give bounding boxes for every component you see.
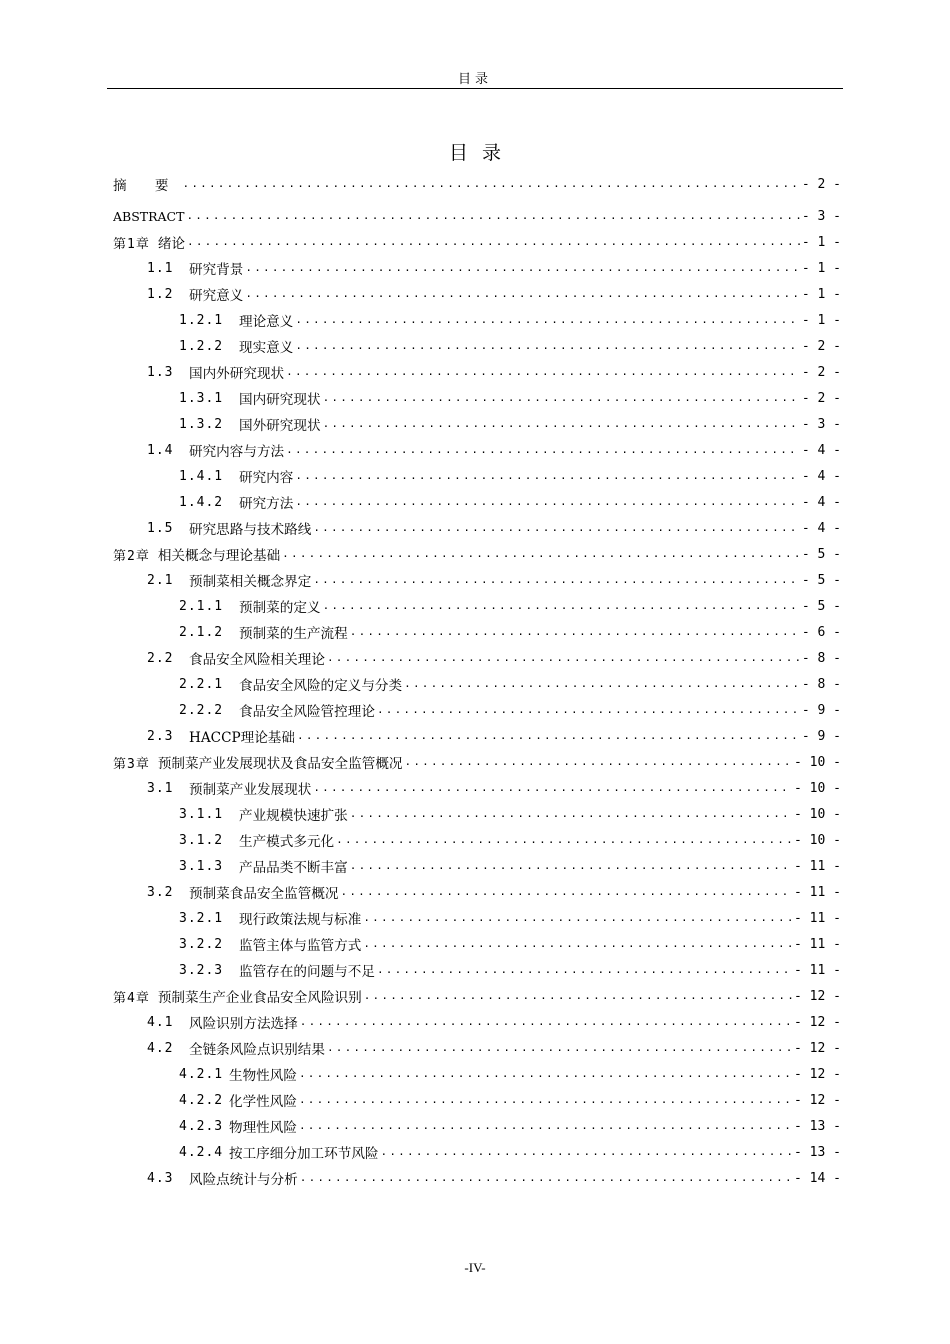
toc-entry[interactable] xyxy=(113,1113,841,1139)
toc-entry-number: 4.3 xyxy=(147,1170,174,1186)
toc-entry[interactable] xyxy=(113,385,841,411)
toc-entry-page: - 14 - xyxy=(794,1170,841,1186)
toc-entry-number: 1.5 xyxy=(147,520,174,536)
toc-entry-number: 1.2 xyxy=(147,286,174,302)
toc-entry-title: 食品安全风险相关理论 xyxy=(189,652,325,668)
toc-entry-page: - 4 - xyxy=(801,442,841,458)
toc-entry-title: 国内外研究现状 xyxy=(189,366,285,382)
toc-entry-page: - 4 - xyxy=(801,468,841,484)
dot-leader xyxy=(299,1092,792,1108)
toc-entry-title: 相关概念与理论基础 xyxy=(157,548,281,564)
dot-leader xyxy=(300,1170,792,1186)
toc-entry[interactable] xyxy=(113,1139,841,1165)
running-header: 目录 xyxy=(457,72,492,87)
toc-entry[interactable] xyxy=(113,489,841,515)
toc-entry-number: 3.2.1 xyxy=(179,910,224,926)
toc-entry-page: - 9 - xyxy=(801,702,841,718)
toc-entry[interactable] xyxy=(113,775,841,801)
toc-entry-page: - 10 - xyxy=(794,780,841,796)
toc-entry-page: - 5 - xyxy=(801,598,841,614)
toc-entry-title: 产品品类不断丰富 xyxy=(239,860,348,876)
toc-entry-number: 第1章 xyxy=(113,236,150,252)
toc-entry[interactable] xyxy=(113,171,841,197)
toc-entry-number: 3.2 xyxy=(147,884,174,900)
dot-leader xyxy=(405,754,793,770)
toc-entry-page: - 11 - xyxy=(794,858,841,874)
toc-entry-page: - 4 - xyxy=(801,494,841,510)
toc-entry-page: - 12 - xyxy=(794,1066,841,1082)
toc-entry-page: - 2 - xyxy=(801,176,841,192)
dot-leader xyxy=(350,806,792,822)
toc-entry-page: - 3 - xyxy=(801,208,841,224)
toc-entry-title: 预制菜产业发展现状 xyxy=(189,782,312,798)
toc-entry-page: - 13 - xyxy=(794,1144,841,1160)
toc-entry[interactable] xyxy=(113,567,841,593)
toc-entry-page: - 12 - xyxy=(794,1092,841,1108)
toc-entry-page: - 1 - xyxy=(801,286,841,302)
toc-entry-title: 物理性风险 xyxy=(229,1120,297,1136)
dot-leader xyxy=(350,624,800,640)
toc-entry-title: 研究内容 xyxy=(239,470,294,486)
dot-leader xyxy=(282,546,800,562)
dot-leader xyxy=(377,702,800,718)
toc-entry-title: 预制菜的定义 xyxy=(239,600,321,616)
toc-entry[interactable] xyxy=(113,541,841,567)
toc-entry[interactable] xyxy=(113,905,841,931)
toc-entry-number: 3.2.3 xyxy=(179,962,224,978)
toc-entry-page: - 10 - xyxy=(794,806,841,822)
dot-leader xyxy=(323,390,800,406)
header-rule xyxy=(107,88,843,89)
toc-entry-number: 4.2.2 xyxy=(179,1092,224,1108)
toc-entry-page: - 10 - xyxy=(794,754,841,770)
toc-entry[interactable] xyxy=(113,931,841,957)
toc-entry[interactable] xyxy=(113,333,841,359)
toc-entry[interactable] xyxy=(113,1165,841,1191)
dot-leader xyxy=(295,338,799,354)
dot-leader xyxy=(245,260,799,276)
toc-entry-page: - 11 - xyxy=(794,936,841,952)
toc-entry-title: 预制菜的生产流程 xyxy=(239,626,348,642)
toc-entry[interactable] xyxy=(113,1035,841,1061)
toc-entry-number: 2.1.1 xyxy=(179,598,224,614)
dot-leader xyxy=(404,676,800,692)
toc-entry[interactable] xyxy=(113,1009,841,1035)
toc-entry-title: 国内研究现状 xyxy=(239,392,321,408)
toc-entry-title: 研究内容与方法 xyxy=(189,444,285,460)
toc-entry[interactable] xyxy=(113,307,841,333)
dot-leader xyxy=(341,884,793,900)
dot-leader xyxy=(295,468,799,484)
toc-entry-number: 4.2 xyxy=(147,1040,174,1056)
toc-entry-page: - 11 - xyxy=(794,884,841,900)
toc-entry[interactable] xyxy=(113,255,841,281)
toc-entry-title: 产业规模快速扩张 xyxy=(239,808,348,824)
toc-title-char: 录 xyxy=(482,142,502,164)
dot-leader xyxy=(245,286,799,302)
toc-entry-title: 监管存在的问题与不足 xyxy=(239,964,375,980)
toc-entry[interactable] xyxy=(113,281,841,307)
dot-leader xyxy=(297,728,800,744)
toc-entry-page: - 5 - xyxy=(801,572,841,588)
toc-entry-number: 3.2.2 xyxy=(179,936,224,952)
toc-entry-page: - 4 - xyxy=(801,520,841,536)
toc-entry-number: 1.4.1 xyxy=(179,468,224,484)
toc-entry-number: 1.3 xyxy=(147,364,174,380)
toc-entry-page: - 2 - xyxy=(801,338,841,354)
toc-entry[interactable] xyxy=(113,203,841,229)
toc-entry-number: 2.2.2 xyxy=(179,702,224,718)
toc-entry-title: 现行政策法规与标准 xyxy=(239,912,362,928)
toc-entry-page: - 1 - xyxy=(801,260,841,276)
toc-entry-number: 1.3.2 xyxy=(179,416,224,432)
dot-leader xyxy=(323,416,800,432)
dot-leader xyxy=(313,780,792,796)
toc-entry-number: 1.3.1 xyxy=(179,390,224,406)
toc-entry[interactable] xyxy=(113,229,841,255)
toc-entry-title: 化学性风险 xyxy=(229,1094,297,1110)
toc-entry-page: - 11 - xyxy=(794,962,841,978)
dot-leader xyxy=(286,442,800,458)
toc-entry-number: 1.4 xyxy=(147,442,174,458)
toc-entry-title: 生产模式多元化 xyxy=(239,834,335,850)
toc-entry-number: 3.1.3 xyxy=(179,858,224,874)
toc-entry[interactable] xyxy=(113,671,841,697)
toc-entry-page: - 8 - xyxy=(801,650,841,666)
toc-entry-title: 绪论 xyxy=(157,236,186,252)
toc-entry-number: 2.2 xyxy=(147,650,174,666)
toc-entry-page: - 2 - xyxy=(801,364,841,380)
toc-entry[interactable] xyxy=(113,359,841,385)
toc-entry[interactable] xyxy=(113,515,841,541)
toc-entry[interactable] xyxy=(113,957,841,983)
toc-entry-number: 4.1 xyxy=(147,1014,174,1030)
toc-entry[interactable] xyxy=(113,463,841,489)
toc-entry[interactable] xyxy=(113,1061,841,1087)
toc-entry-page: - 12 - xyxy=(794,988,841,1004)
table-of-contents xyxy=(113,171,841,1191)
toc-entry-title: 摘 要 xyxy=(113,178,181,194)
toc-entry-number: 4.2.1 xyxy=(179,1066,224,1082)
toc-entry-number: 3.1.1 xyxy=(179,806,224,822)
toc-entry-title: 预制菜食品安全监管概况 xyxy=(189,886,339,902)
toc-entry-title: 风险识别方法选择 xyxy=(189,1016,298,1032)
dot-leader xyxy=(350,858,792,874)
toc-entry[interactable] xyxy=(113,645,841,671)
dot-leader xyxy=(313,520,800,536)
toc-entry-number: 第2章 xyxy=(113,548,150,564)
toc-entry-page: - 12 - xyxy=(794,1040,841,1056)
toc-entry-number: 第3章 xyxy=(113,756,150,772)
toc-entry-title: 国外研究现状 xyxy=(239,418,321,434)
toc-entry-title: 食品安全风险的定义与分类 xyxy=(239,678,403,694)
toc-entry-title: 风险点统计与分析 xyxy=(189,1172,298,1188)
toc-entry-title: ABSTRACT xyxy=(113,208,185,224)
toc-entry[interactable] xyxy=(113,437,841,463)
toc-entry-page: - 13 - xyxy=(794,1118,841,1134)
toc-entry[interactable] xyxy=(113,697,841,723)
toc-entry-page: - 11 - xyxy=(794,910,841,926)
toc-entry-page: - 9 - xyxy=(801,728,841,744)
toc-entry-title: 生物性风险 xyxy=(229,1068,297,1084)
page-number: -IV- xyxy=(464,1260,486,1275)
toc-entry-page: - 3 - xyxy=(801,416,841,432)
toc-entry-title: 现实意义 xyxy=(239,340,294,356)
toc-entry[interactable] xyxy=(113,879,841,905)
toc-entry-number: 第4章 xyxy=(113,990,150,1006)
dot-leader xyxy=(381,1144,793,1160)
toc-entry-number: 2.1 xyxy=(147,572,174,588)
toc-entry-page: - 1 - xyxy=(801,234,841,250)
toc-entry-number: 1.2.1 xyxy=(179,312,224,328)
toc-entry-title: 预制菜相关概念界定 xyxy=(189,574,312,590)
toc-entry[interactable] xyxy=(113,593,841,619)
dot-leader xyxy=(187,234,800,250)
toc-title-char: 目 xyxy=(448,142,468,164)
toc-entry-page: - 8 - xyxy=(801,676,841,692)
dot-leader xyxy=(377,962,792,978)
toc-entry-number: 3.1 xyxy=(147,780,174,796)
toc-entry-number: 4.2.3 xyxy=(179,1118,224,1134)
dot-leader xyxy=(286,364,800,380)
toc-entry[interactable] xyxy=(113,411,841,437)
toc-entry-page: - 2 - xyxy=(801,390,841,406)
toc-entry-number: 1.1 xyxy=(147,260,174,276)
toc-entry[interactable] xyxy=(113,801,841,827)
toc-entry[interactable] xyxy=(113,619,841,645)
toc-entry[interactable] xyxy=(113,983,841,1009)
toc-entry-title: 预制菜产业发展现状及食品安全监管概况 xyxy=(157,756,403,772)
dot-leader xyxy=(300,1014,792,1030)
toc-entry[interactable] xyxy=(113,1087,841,1113)
dot-leader xyxy=(327,1040,792,1056)
dot-leader xyxy=(299,1118,792,1134)
toc-entry-title: 按工序细分加工环节风险 xyxy=(229,1146,379,1162)
toc-entry-number: 4.2.4 xyxy=(179,1144,224,1160)
dot-leader xyxy=(363,910,792,926)
toc-entry-page: - 5 - xyxy=(801,546,841,562)
toc-entry-title: 全链条风险点识别结果 xyxy=(189,1042,325,1058)
toc-entry-title: 研究思路与技术路线 xyxy=(189,522,312,538)
dot-leader xyxy=(183,176,800,192)
dot-leader xyxy=(295,494,799,510)
toc-entry-page: - 6 - xyxy=(801,624,841,640)
toc-entry-title: 预制菜生产企业食品安全风险识别 xyxy=(157,990,362,1006)
toc-entry-page: - 10 - xyxy=(794,832,841,848)
toc-entry-number: 2.2.1 xyxy=(179,676,224,692)
toc-entry-number: 1.2.2 xyxy=(179,338,224,354)
toc-entry-number: 2.1.2 xyxy=(179,624,224,640)
dot-leader xyxy=(363,936,792,952)
toc-entry-number: 2.3 xyxy=(147,728,174,744)
toc-entry-number: 1.4.2 xyxy=(179,494,224,510)
toc-entry-title: HACCP理论基础 xyxy=(189,730,295,746)
dot-leader xyxy=(313,572,800,588)
dot-leader xyxy=(327,650,800,666)
toc-entry-number: 3.1.2 xyxy=(179,832,224,848)
toc-entry-title: 研究意义 xyxy=(189,288,244,304)
dot-leader xyxy=(336,832,792,848)
dot-leader xyxy=(323,598,800,614)
toc-entry-title: 研究背景 xyxy=(189,262,244,278)
toc-entry-title: 监管主体与监管方式 xyxy=(239,938,362,954)
toc-entry[interactable] xyxy=(113,853,841,879)
toc-entry-page: - 1 - xyxy=(801,312,841,328)
dot-leader xyxy=(186,208,799,224)
dot-leader xyxy=(295,312,799,328)
toc-entry[interactable] xyxy=(113,827,841,853)
toc-title xyxy=(0,138,950,165)
dot-leader xyxy=(299,1066,792,1082)
toc-entry-page: - 12 - xyxy=(794,1014,841,1030)
dot-leader xyxy=(364,988,792,1004)
toc-entry-title: 研究方法 xyxy=(239,496,294,512)
toc-entry[interactable] xyxy=(113,749,841,775)
toc-entry-title: 理论意义 xyxy=(239,314,294,330)
toc-entry[interactable] xyxy=(113,723,841,749)
toc-entry-title: 食品安全风险管控理论 xyxy=(239,704,375,720)
